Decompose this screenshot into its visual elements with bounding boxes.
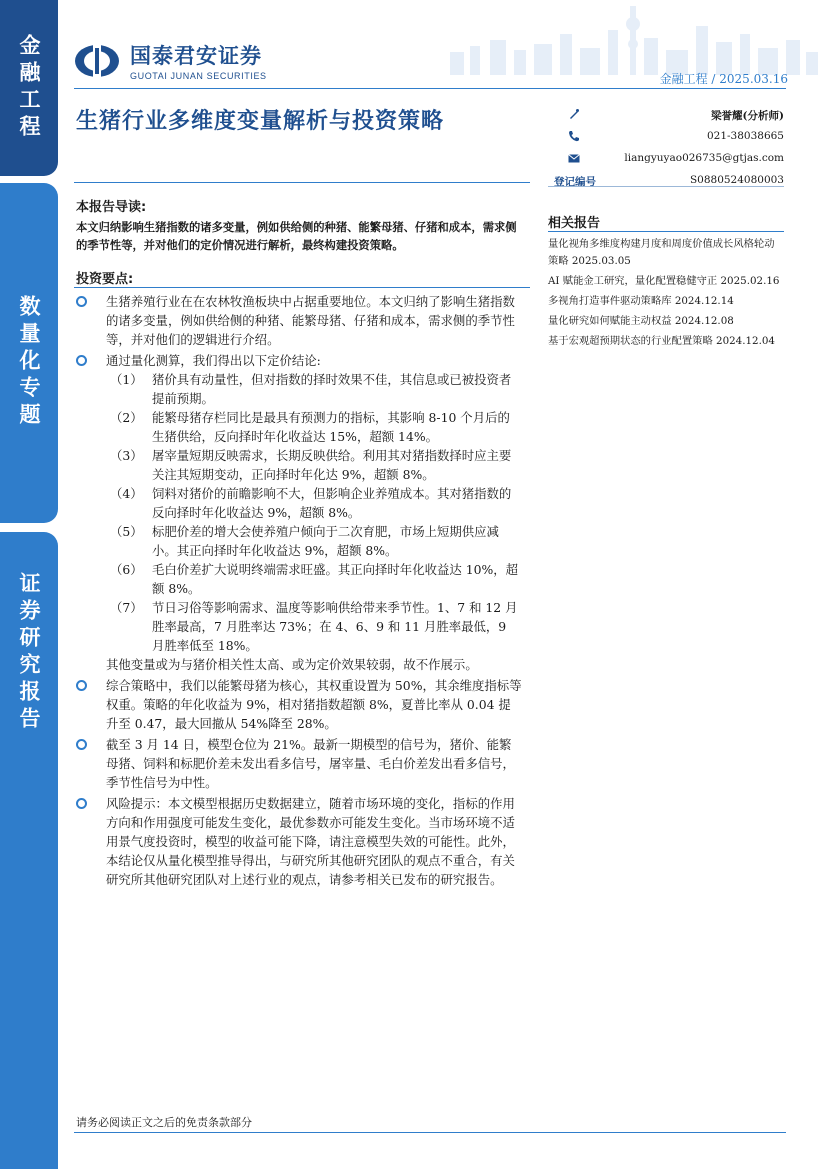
logo-english-name: GUOTAI JUNAN SECURITIES [130, 71, 267, 81]
conclusion-6 [76, 560, 522, 598]
bullet-icon [76, 798, 87, 809]
conclusion-number: （6） [110, 562, 143, 577]
guide-text: 本文归纳影响生猪指数的诸多变量，例如供给侧的种猪、能繁母猪、仔猪和成本，需求侧的季节性等，并对他们的定价情况进行解析，最终构建投资策略。 [76, 220, 517, 252]
registration-label: 登记编号 [554, 176, 596, 188]
point-3 [76, 676, 522, 733]
header-separator: / [711, 72, 716, 86]
conclusion-5 [76, 522, 522, 560]
conclusion-text: 节日习俗等影响需求、温度等影响供给带来季节性。1、7 和 12 月胜率最高，7 月胜率达 73%；在 4、6、9 和 11 月胜率最低，9 月胜率低至 18%。 [152, 600, 518, 653]
conclusion-text: 猪价具有动量性，但对指数的择时效果不佳，其信息或已被投资者提前预期。 [152, 372, 512, 406]
disclaimer-footer: 请务必阅读正文之后的免责条款部分 [76, 1116, 252, 1129]
side-tab-report-type: 证券研究报告 [0, 532, 58, 1169]
header-divider [74, 88, 786, 89]
related-report-link[interactable]: AI 赋能金工研究，量化配置稳健守正 2025.02.16 [548, 275, 780, 287]
point-2-text: 通过量化测算，我们得出以下定价结论: [106, 353, 321, 368]
conclusion-text: 饲料对猪价的前瞻影响不大，但影响企业养殖成本。其对猪指数的反向择时年化收益达 9%，超额 8%。 [152, 486, 512, 520]
skyline-illustration [430, 0, 826, 75]
analyst-phone: 021-38038665 [706, 130, 784, 142]
analyst-divider [548, 186, 784, 187]
related-reports-heading: 相关报告 [548, 216, 601, 231]
other-variables-note: 其他变量或为与猪价相关性太高、或为定价效果较弱，故不作展示。 [106, 657, 478, 672]
related-report-link[interactable]: 多视角打造事件驱动策略库 2024.12.14 [548, 295, 734, 307]
conclusion-number: （4） [110, 486, 143, 501]
side-tab-topic: 数量化专题 [0, 183, 58, 523]
related-report-link[interactable]: 基于宏观超预期状态的行业配置策略 2024.12.04 [548, 335, 775, 347]
header-meta [660, 70, 788, 87]
side-tab-category: 金融工程 [0, 0, 58, 176]
risk-warning-text: 风险提示：本文模型根据历史数据建立，随着市场环境的变化，指标的作用方向和作用强度可能发生变化，最优参数亦可能发生变化。当市场环境不适用景气度投资时，模型的收益可能下降，请注意模型失效的可能性。此外，本结论仅从量化模型推导得出，与研究所其他研究团队的观点不重合，有关研究所其他研究团队对上述行业的观点，请参考相关已发布的研究报告。 [106, 796, 515, 887]
bullet-icon [76, 680, 87, 691]
conclusion-4 [76, 484, 522, 522]
logo-mark-icon [74, 43, 120, 79]
conclusion-text: 屠宰量短期反映需求，长期反映供给。利用其对猪指数择时应主要关注其短期变动，正向择时年化达 9%，超额 8%。 [152, 448, 512, 482]
mail-icon [568, 152, 580, 164]
header-category: 金融工程 [659, 72, 708, 86]
point-5 [76, 794, 522, 889]
related-report-link[interactable]: 量化研究如何赋能主动权益 2024.12.08 [548, 315, 734, 327]
investment-heading: 投资要点: [76, 272, 134, 287]
logo-chinese-name: 国泰君安证券 [130, 44, 262, 68]
point-4 [76, 735, 522, 792]
company-logo [74, 40, 267, 81]
bullet-icon [76, 355, 87, 366]
point-4-text: 截至 3 月 14 日，模型仓位为 21%。最新一期模型的信号为，猪价、能繁母猪、饲料和标肥价差未发出看多信号，屠宰量、毛白价差发出看多信号，季节性信号为中性。 [106, 737, 515, 790]
point-1 [76, 292, 522, 349]
report-title: 生猪行业多维度变量解析与投资策略 [76, 109, 445, 134]
point-2 [76, 351, 522, 370]
registration-number: S0880524080003 [689, 174, 784, 186]
conclusion-number: （2） [110, 410, 143, 425]
bullet-icon [76, 296, 87, 307]
conclusion-text: 毛白价差扩大说明终端需求旺盛。其正向择时年化收益达 10%，超额 8%。 [152, 562, 519, 596]
conclusion-number: （3） [110, 448, 143, 463]
conclusion-1 [76, 370, 522, 408]
point-3-text: 综合策略中，我们以能繁母猪为核心，其权重设置为 50%，其余维度指标等权重。策略的年化收益为 9%，相对猪指数超额 8%，夏普比率从 0.04 提升至 0.47，最大回撤从 54%降至 28%。 [106, 678, 522, 731]
conclusion-text: 标肥价差的增大会使养殖户倾向于二次育肥，市场上短期供应减小。其正向择时年化收益达 9%，超额 8%。 [152, 524, 499, 558]
phone-icon [568, 130, 580, 142]
footer-divider [74, 1132, 786, 1133]
guide-heading: 本报告导读: [76, 200, 147, 215]
related-reports-list [548, 236, 784, 353]
point-1-text: 生猪养殖行业在在农林牧渔板块中占据重要地位。本文归纳了影响生猪指数的诸多变量，例如供给侧的种猪、能繁母猪、仔猪和成本，需求侧的季节性等，并对他们的逻辑进行介绍。 [106, 294, 515, 347]
related-divider [548, 231, 784, 232]
conclusion-7 [76, 598, 522, 655]
analyst-name: 梁誉耀(分析师) [711, 110, 784, 122]
analyst-email[interactable]: liangyuyao026735@gtjas.com [624, 152, 784, 164]
investment-points [76, 292, 522, 889]
left-top-divider [74, 182, 530, 183]
related-report-link[interactable]: 量化视角多维度构建月度和周度价值成长风格轮动策略 2025.03.05 [548, 238, 775, 267]
conclusion-3 [76, 446, 522, 484]
conclusion-2 [76, 408, 522, 446]
investment-divider [74, 287, 530, 288]
conclusion-number: （5） [110, 524, 143, 539]
header-date: 2025.03.16 [719, 72, 788, 86]
bullet-icon [76, 739, 87, 750]
analyst-info [548, 104, 784, 192]
conclusion-number: （7） [110, 600, 143, 615]
conclusion-text: 能繁母猪存栏同比是最具有预测力的指标，其影响 8-10 个月后的生猪供给，反向择时年化收益达 15%，超额 14%。 [152, 410, 510, 444]
pen-icon [568, 108, 580, 120]
conclusion-number: （1） [110, 372, 143, 387]
